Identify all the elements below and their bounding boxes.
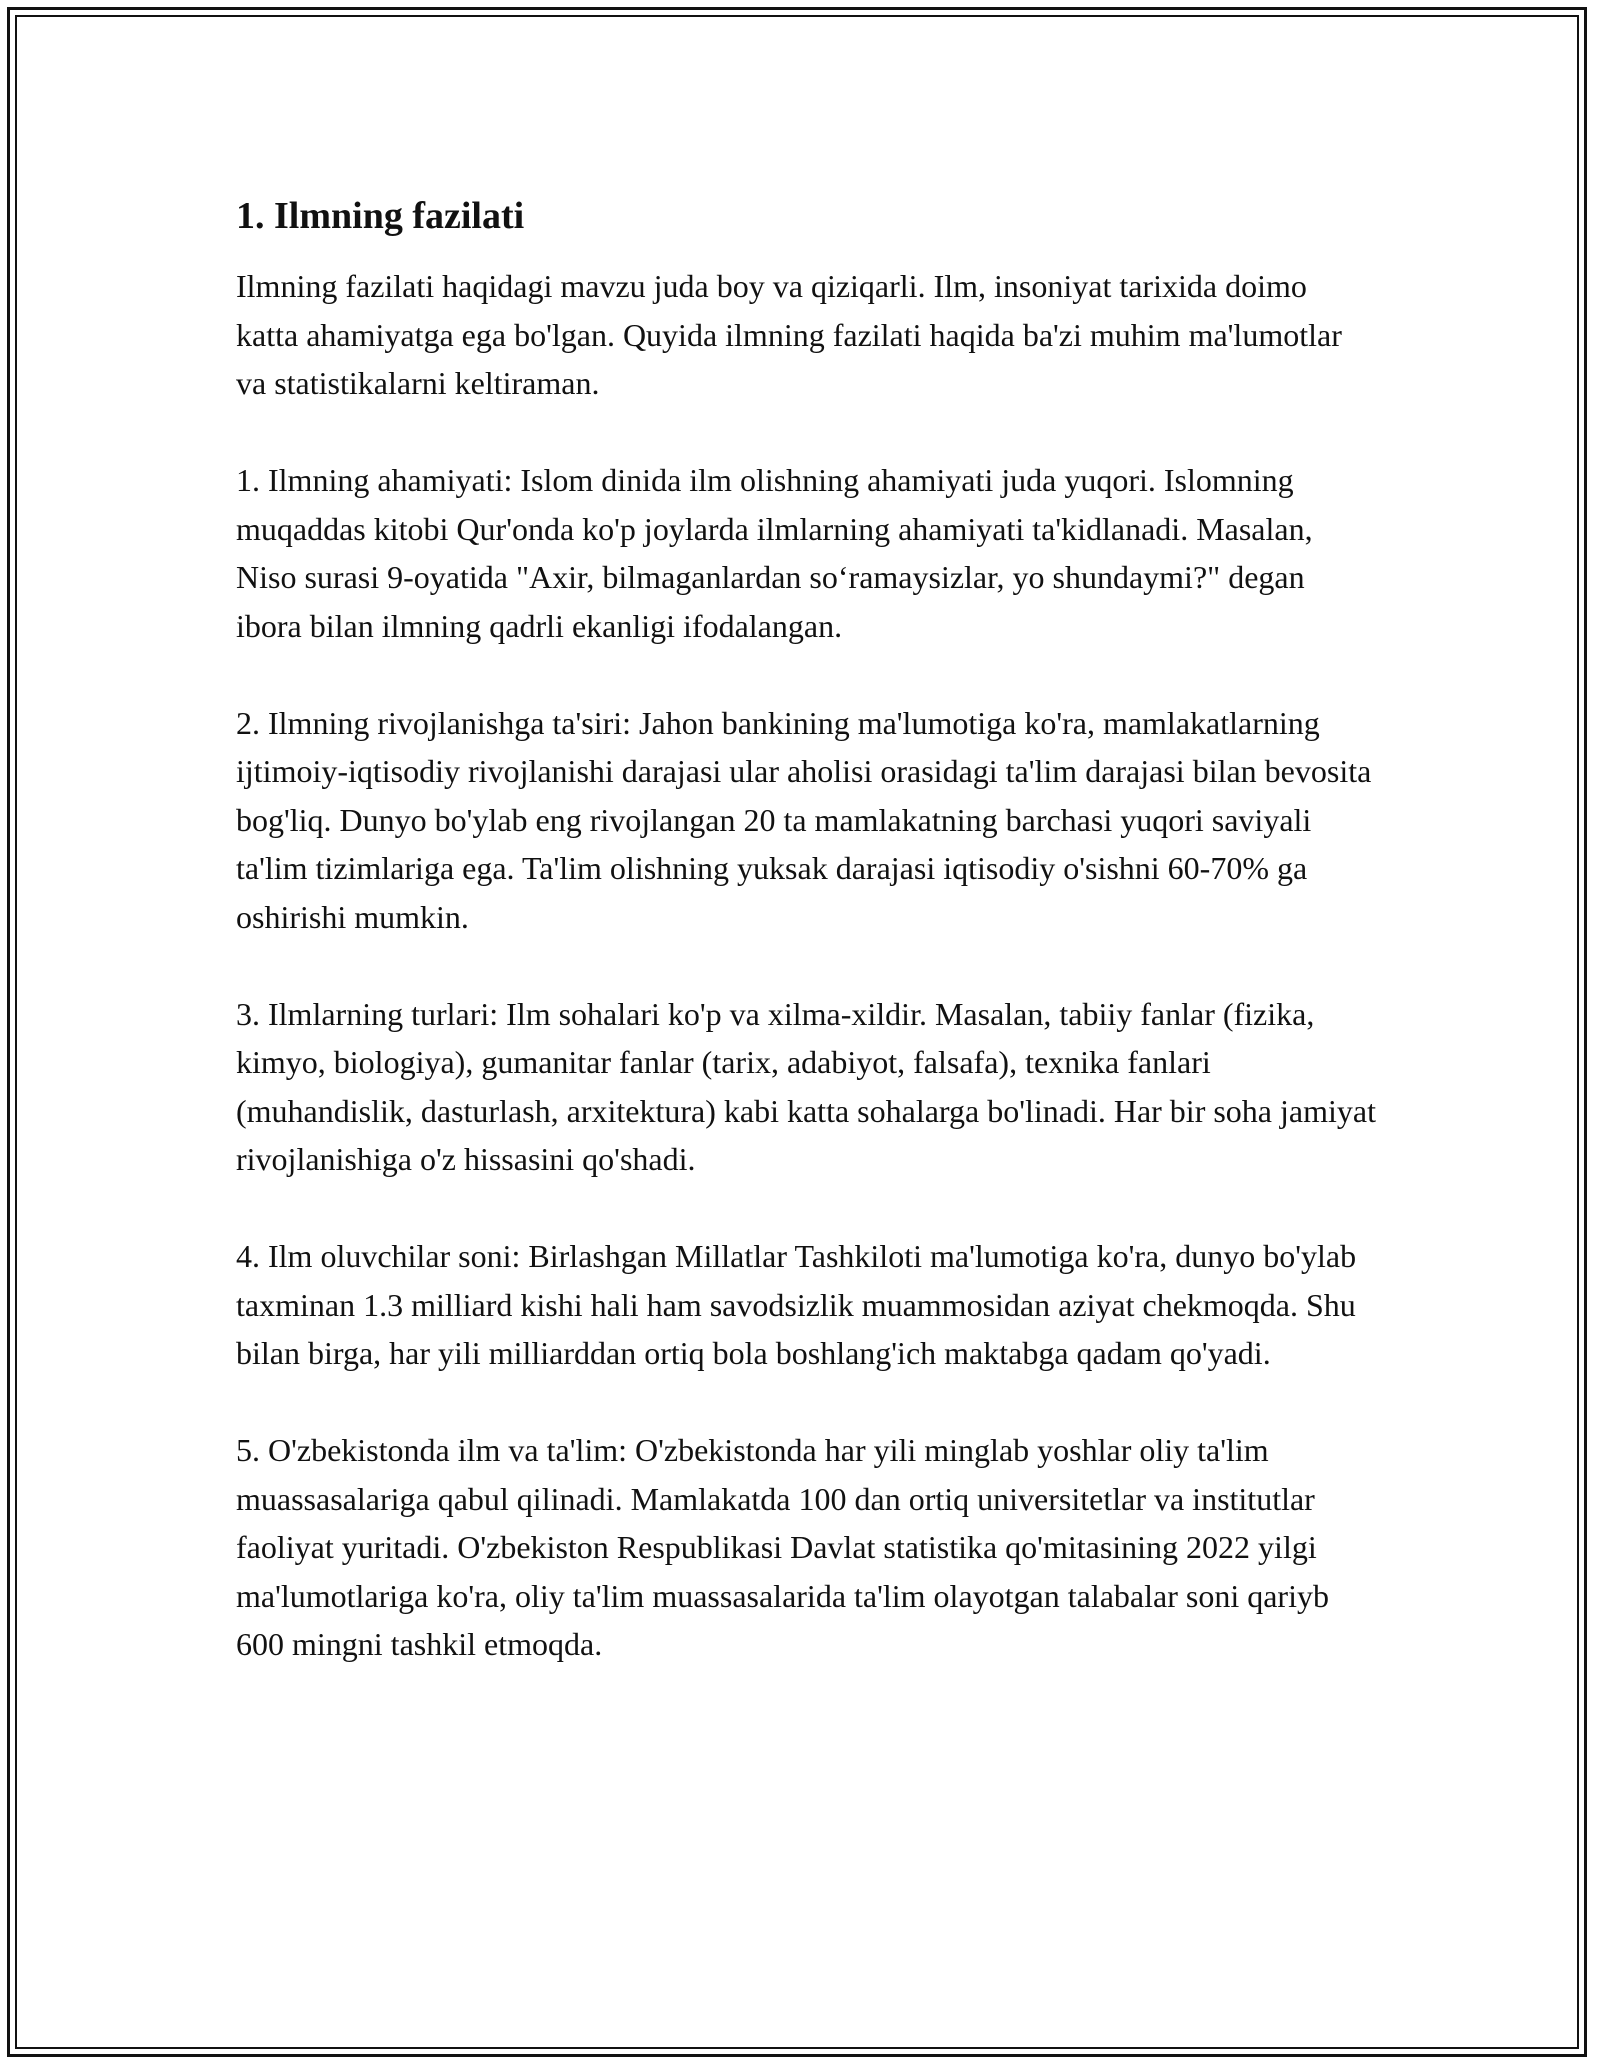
paragraph-importance: 1. Ilmning ahamiyati: Islom dinida ilm olishning ahamiyati juda yuqori. Islomning muqaddas kitobi Qur'onda ko'p joylarda ilmlarning ahamiyati ta'kidlanadi. Masalan, Niso surasi 9-oyatida "Axir, bilmaganlardan so‘ramaysizlar, yo shundaymi?" degan ibora bilan ilmning qadrli ekanligi ifodalangan.	[236, 462, 1313, 644]
intro-paragraph: Ilmning fazilati haqidagi mavzu juda boy va qiziqarli. Ilm, insoniyat tarixida doimo katta ahamiyatga ega bo'lgan. Quyida ilmning fazilati haqida ba'zi muhim ma'lumotlar va statistikalarni keltiraman.	[236, 268, 1342, 401]
paragraph-learners-count: 4. Ilm oluvchilar soni: Birlashgan Millatlar Tashkiloti ma'lumotiga ko'ra, dunyo bo'ylab taxminan 1.3 milliard kishi hali ham savodsizlik muammosidan aziyat chekmoqda. Shu bilan birga, har yili milliarddan ortiq bola boshlang'ich maktabga qadam qo'yadi.	[236, 1238, 1357, 1371]
paragraph-science-types: 3. Ilmlarning turlari: Ilm sohalari ko'p va xilma-xildir. Masalan, tabiiy fanlar (fizika, kimyo, biologiya), gumanitar fanlar (tarix, adabiyot, falsafa), texnika fanlari (muhandislik, dasturlash, arxitektura) kabi katta sohalarga bo'linadi. Har bir soha jamiyat rivojlanishiga o'z hissasini qo'shadi.	[236, 995, 1376, 1177]
document-body	[236, 190, 1376, 1717]
paragraph-development-impact: 2. Ilmning rivojlanishga ta'siri: Jahon bankining ma'lumotiga ko'ra, mamlakatlarning ijtimoiy-iqtisodiy rivojlanishi darajasi ular aholisi orasidagi ta'lim darajasi bilan bevosita bog'liq. Dunyo bo'ylab eng rivojlangan 20 ta mamlakatning barchasi yuqori saviyali ta'lim tizimlariga ega. Ta'lim olishning yuksak darajasi iqtisodiy o'sishni 60-70% ga oshirishi mumkin.	[236, 704, 1372, 935]
section-heading: 1. Ilmning fazilati	[236, 195, 525, 237]
paragraph-uzbekistan-education: 5. O'zbekistonda ilm va ta'lim: O'zbekistonda har yili minglab yoshlar oliy ta'lim muassasalariga qabul qilinadi. Mamlakatda 100 dan ortiq universitetlar va institutlar faoliyat yuritadi. O'zbekiston Respublikasi Davlat statistika qo'mitasining 2022 yilgi ma'lumotlariga ko'ra, oliy ta'lim muassasalarida ta'lim olayotgan talabalar soni qariyb 600 mingni tashkil etmoqda.	[236, 1432, 1329, 1662]
